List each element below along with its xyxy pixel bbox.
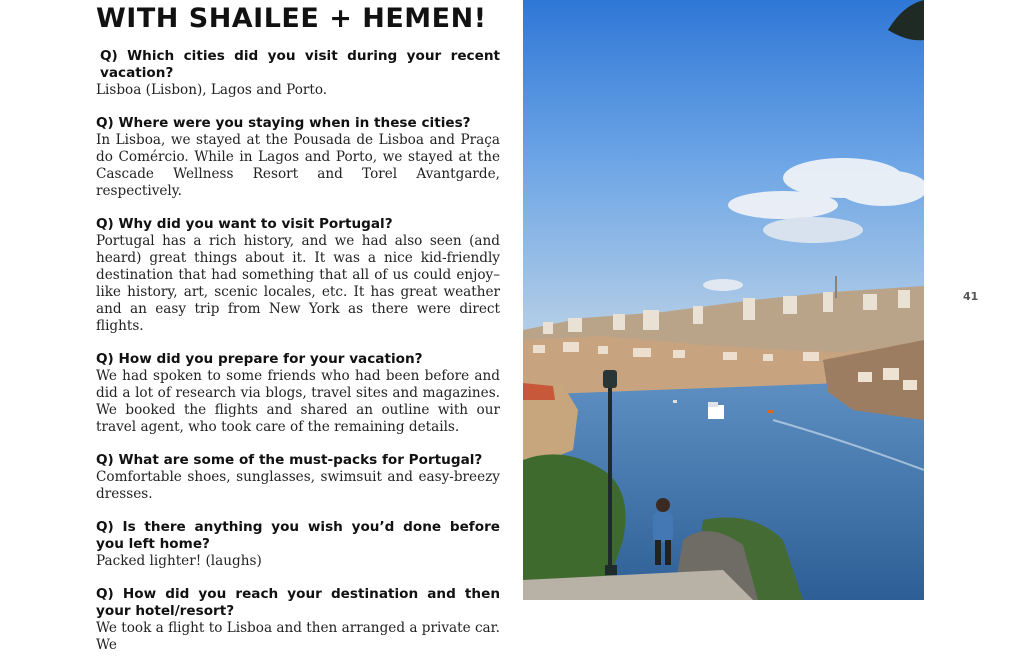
qa-item	[96, 216, 500, 335]
question: Q) Is there anything you wish you’d done before you left home?	[96, 519, 500, 552]
qa-item	[96, 351, 500, 436]
answer: Comfortable shoes, sunglasses, swimsuit and easy-breezy dresses.	[96, 469, 500, 502]
question: Q) Why did you want to visit Portugal?	[96, 216, 393, 232]
qa-item	[96, 519, 500, 570]
qa-item	[96, 586, 500, 654]
answer: We took a flight to Lisboa and then arranged a private car. We	[96, 620, 500, 653]
question: Q) Which cities did you visit during your recent vacation?	[100, 48, 500, 81]
page-number: 41	[963, 290, 979, 303]
porto-river-photo	[523, 0, 924, 600]
interview-column	[96, 48, 500, 670]
qa-item	[96, 452, 500, 503]
answer: Packed lighter! (laughs)	[96, 553, 262, 569]
question: Q) What are some of the must-packs for Portugal?	[96, 452, 483, 468]
article-heading: WITH SHAILEE + HEMEN!	[96, 3, 487, 34]
question: Q) How did you prepare for your vacation?	[96, 351, 423, 367]
qa-item	[96, 115, 500, 200]
question: Q) How did you reach your destination and then your hotel/resort?	[96, 586, 500, 619]
answer: Lisboa (Lisbon), Lagos and Porto.	[96, 82, 328, 98]
qa-item	[96, 48, 500, 99]
answer: In Lisboa, we stayed at the Pousada de Lisboa and Praça do Comércio. While in Lagos and Porto, we stayed at the Cascade Wellness Resort and Torel Avantgarde, respectively.	[96, 132, 500, 199]
answer: Portugal has a rich history, and we had also seen (and heard) great things about it. It was a nice kid-friendly destination that had something that all of us could enjoy– like history, art, scenic locales, etc. It has great weather and an easy trip from New York as there were direct flights.	[96, 233, 500, 334]
question: Q) Where were you staying when in these cities?	[96, 115, 471, 131]
answer: We had spoken to some friends who had been before and did a lot of research via blogs, travel sites and magazines. We booked the flights and shared an outline with our travel agent, who took care of the remaining details.	[96, 368, 500, 435]
